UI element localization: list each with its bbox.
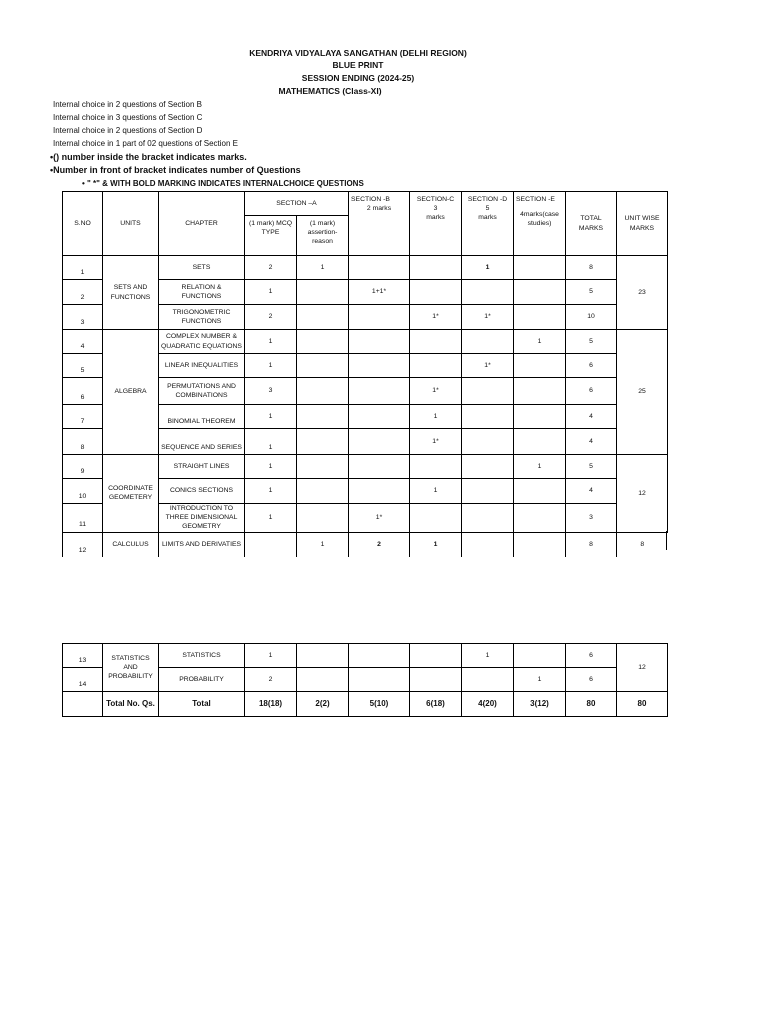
row-assertion	[297, 354, 349, 378]
row-section-b: 1+1*	[349, 280, 410, 305]
row-total: 5	[566, 330, 617, 354]
row-assertion	[297, 378, 349, 405]
row-section-b	[349, 455, 410, 479]
note-section-d: Internal choice in 2 questions of Section D	[53, 126, 203, 135]
row-section-e	[514, 305, 566, 330]
row-sno: 11	[63, 504, 103, 533]
blueprint-table	[62, 191, 668, 557]
header-section-d-marks: marks	[478, 214, 497, 222]
totals-sno-empty	[63, 692, 103, 717]
totals-section-c: 6(18)	[410, 692, 462, 717]
row-sno: 13	[63, 644, 103, 668]
row-section-b	[349, 305, 410, 330]
row-chapter: LINEAR INEQUALITIES	[159, 354, 245, 378]
row-section-d	[462, 378, 514, 405]
row-total: 6	[566, 354, 617, 378]
row-total: 4	[566, 479, 617, 504]
row-section-d	[462, 280, 514, 305]
note-section-e: Internal choice in 1 part of 02 questions of Section E	[53, 139, 239, 148]
header-units: UNITS	[103, 192, 159, 256]
row-sno: 12	[63, 532, 103, 557]
table-row	[63, 455, 668, 479]
row-section-b	[349, 378, 410, 405]
row-mcq: 1	[245, 280, 297, 305]
row-total: 3	[566, 504, 617, 533]
row-section-d: 1*	[462, 354, 514, 378]
header-section-c-marks: marks	[426, 214, 445, 222]
row-assertion	[297, 668, 349, 692]
row-chapter: BINOMIAL THEOREM	[159, 405, 245, 429]
row-section-e	[514, 644, 566, 668]
session-label: SESSION ENDING (2024-25)	[301, 73, 415, 83]
totals-total-marks: 80	[566, 692, 617, 717]
row-assertion: 1	[297, 532, 349, 557]
row-section-e	[514, 504, 566, 533]
row-mcq: 1	[245, 354, 297, 378]
header-section-e-marks: 4marks(case studies)	[520, 211, 559, 228]
row-mcq: 2	[245, 305, 297, 330]
row-sno: 14	[63, 668, 103, 692]
header-total-marks: TOTAL MARKS	[566, 192, 617, 256]
row-section-d	[462, 330, 514, 354]
unit-algebra: ALGEBRA	[103, 330, 159, 455]
row-assertion	[297, 405, 349, 429]
table-row	[63, 256, 668, 280]
row-chapter: PERMUTATIONS AND COMBINATIONS	[159, 378, 245, 405]
row-section-e	[514, 354, 566, 378]
table-edge	[666, 531, 667, 550]
row-assertion	[297, 455, 349, 479]
note-section-c: Internal choice in 3 questions of Section C	[53, 113, 203, 122]
header-section-e	[514, 192, 566, 256]
row-chapter: STATISTICS	[159, 644, 245, 668]
header-section-c-title: SECTION-C	[416, 196, 455, 203]
row-assertion	[297, 504, 349, 533]
row-section-d	[462, 532, 514, 557]
row-section-d	[462, 405, 514, 429]
table-row	[63, 644, 668, 668]
row-assertion: 1	[297, 256, 349, 280]
row-mcq: 1	[245, 330, 297, 354]
row-section-e	[514, 280, 566, 305]
header-section-d-title: SECTION -D	[467, 196, 508, 203]
row-section-b	[349, 429, 410, 455]
header-unit-wise-marks: UNIT WISE MARKS	[617, 192, 668, 256]
header-section-b-title: SECTION -B	[351, 196, 390, 203]
header-section-c	[410, 192, 462, 256]
unit-statistics-probability: STATISTICS AND PROBABILITY	[103, 644, 159, 692]
row-section-c	[410, 668, 462, 692]
row-chapter: COMPLEX NUMBER & QUADRATIC EQUATIONS	[159, 330, 245, 354]
row-mcq	[245, 532, 297, 557]
row-total: 6	[566, 668, 617, 692]
row-section-e	[514, 256, 566, 280]
totals-label: Total No. Qs.	[103, 692, 159, 717]
header-chapter: CHAPTER	[159, 192, 245, 256]
table-row	[63, 330, 668, 354]
note-section-b: Internal choice in 2 questions of Section B	[53, 100, 202, 109]
row-section-d: 1	[462, 644, 514, 668]
row-section-c: 1*	[410, 429, 462, 455]
row-sno: 7	[63, 405, 103, 429]
row-section-c: 1*	[410, 378, 462, 405]
row-section-c: 1	[410, 405, 462, 429]
header-section-a: SECTION –A	[245, 192, 349, 216]
row-section-e: 1	[514, 668, 566, 692]
row-total: 8	[566, 532, 617, 557]
header-section-a-mcq: (1 mark) MCQ TYPE	[245, 216, 297, 256]
row-section-c: 1*	[410, 305, 462, 330]
header-section-d-num: 5	[485, 205, 490, 213]
row-sno: 4	[63, 330, 103, 354]
row-section-b: 2	[349, 532, 410, 557]
unit-coordinate-geometry: COORDINATE GEOMETERY	[103, 455, 159, 533]
row-assertion	[297, 644, 349, 668]
row-sno: 2	[63, 280, 103, 305]
row-section-d: 1*	[462, 305, 514, 330]
row-total: 6	[566, 378, 617, 405]
header-section-b	[349, 192, 410, 256]
row-total: 5	[566, 280, 617, 305]
row-section-b	[349, 330, 410, 354]
row-section-e	[514, 378, 566, 405]
row-sno: 1	[63, 256, 103, 280]
row-chapter: LIMITS AND DERIVATIES	[159, 532, 245, 557]
row-section-c: 1	[410, 532, 462, 557]
row-section-b	[349, 405, 410, 429]
row-total: 8	[566, 256, 617, 280]
row-chapter: PROBABILITY	[159, 668, 245, 692]
totals-assertion: 2(2)	[297, 692, 349, 717]
row-chapter: SEQUENCE AND SERIES	[159, 429, 245, 455]
unit-calculus: CALCULUS	[103, 532, 159, 557]
row-section-c	[410, 354, 462, 378]
totals-row	[63, 692, 668, 717]
row-section-d	[462, 504, 514, 533]
row-total: 4	[566, 405, 617, 429]
row-total: 5	[566, 455, 617, 479]
row-sno: 3	[63, 305, 103, 330]
row-chapter: INTRODUCTION TO THREE DIMENSIONAL GEOMETRY	[159, 504, 245, 533]
row-section-c	[410, 644, 462, 668]
row-chapter: STRAIGHT LINES	[159, 455, 245, 479]
document-subtitle: BLUE PRINT	[332, 60, 384, 70]
row-section-e	[514, 479, 566, 504]
row-section-b	[349, 644, 410, 668]
row-chapter: RELATION & FUNCTIONS	[159, 280, 245, 305]
totals-unit-marks: 80	[617, 692, 668, 717]
row-section-b	[349, 479, 410, 504]
row-total: 10	[566, 305, 617, 330]
note-brackets: •() number inside the bracket indicates marks.	[50, 152, 247, 162]
row-total: 6	[566, 644, 617, 668]
row-section-c	[410, 256, 462, 280]
row-chapter: TRIGONOMETRIC FUNCTIONS	[159, 305, 245, 330]
row-mcq: 1	[245, 405, 297, 429]
header-section-c-num: 3	[433, 205, 438, 213]
header-section-a-assertion: (1 mark) assertion-reason	[297, 216, 349, 256]
row-chapter: SETS	[159, 256, 245, 280]
unit-marks-coordinate-geometry: 12	[617, 455, 668, 533]
row-assertion	[297, 280, 349, 305]
row-sno: 9	[63, 455, 103, 479]
row-section-c	[410, 504, 462, 533]
row-sno: 10	[63, 479, 103, 504]
row-assertion	[297, 429, 349, 455]
header-section-b-marks: 2 marks	[366, 205, 392, 213]
totals-chapter: Total	[159, 692, 245, 717]
row-section-e: 1	[514, 330, 566, 354]
row-mcq: 1	[245, 644, 297, 668]
note-internal-choice: • " *" & WITH BOLD MARKING INDICATES INTERNALCHOICE QUESTIONS	[82, 179, 364, 188]
row-mcq: 2	[245, 256, 297, 280]
row-sno: 8	[63, 429, 103, 455]
row-sno: 6	[63, 378, 103, 405]
document-title: KENDRIYA VIDYALAYA SANGATHAN (DELHI REGION)	[249, 48, 467, 58]
row-total: 4	[566, 429, 617, 455]
totals-section-b: 5(10)	[349, 692, 410, 717]
totals-section-d: 4(20)	[462, 692, 514, 717]
subject-label: MATHEMATICS (Class-XI)	[278, 86, 382, 96]
row-section-d	[462, 668, 514, 692]
row-section-c	[410, 455, 462, 479]
row-assertion	[297, 330, 349, 354]
table-row	[63, 532, 668, 557]
header-section-e-title: SECTION -E	[516, 196, 555, 203]
row-chapter: CONICS SECTIONS	[159, 479, 245, 504]
header-sno: S.NO	[63, 192, 103, 256]
row-mcq: 1	[245, 455, 297, 479]
row-section-b	[349, 668, 410, 692]
unit-marks-algebra: 25	[617, 330, 668, 455]
row-section-d	[462, 479, 514, 504]
row-section-e	[514, 532, 566, 557]
totals-mcq: 18(18)	[245, 692, 297, 717]
unit-marks-sets-functions: 23	[617, 256, 668, 330]
row-mcq: 1	[245, 429, 297, 455]
header-section-d	[462, 192, 514, 256]
row-section-e	[514, 429, 566, 455]
row-section-d: 1	[462, 256, 514, 280]
row-mcq: 1	[245, 479, 297, 504]
row-sno: 5	[63, 354, 103, 378]
row-section-e: 1	[514, 455, 566, 479]
unit-sets-functions: SETS AND FUNCTIONS	[103, 256, 159, 330]
row-mcq: 1	[245, 504, 297, 533]
row-section-b: 1*	[349, 504, 410, 533]
row-section-e	[514, 405, 566, 429]
row-section-c	[410, 280, 462, 305]
row-section-b	[349, 354, 410, 378]
unit-marks-calculus: 8	[617, 532, 668, 557]
row-mcq: 3	[245, 378, 297, 405]
row-mcq: 2	[245, 668, 297, 692]
unit-marks-statistics-probability: 12	[617, 644, 668, 692]
row-section-d	[462, 455, 514, 479]
row-section-d	[462, 429, 514, 455]
row-section-c	[410, 330, 462, 354]
row-section-c: 1	[410, 479, 462, 504]
blueprint-table-continued	[62, 643, 668, 717]
note-number-front: •Number in front of bracket indicates number of Questions	[50, 165, 301, 175]
row-section-b	[349, 256, 410, 280]
row-assertion	[297, 479, 349, 504]
totals-section-e: 3(12)	[514, 692, 566, 717]
row-assertion	[297, 305, 349, 330]
